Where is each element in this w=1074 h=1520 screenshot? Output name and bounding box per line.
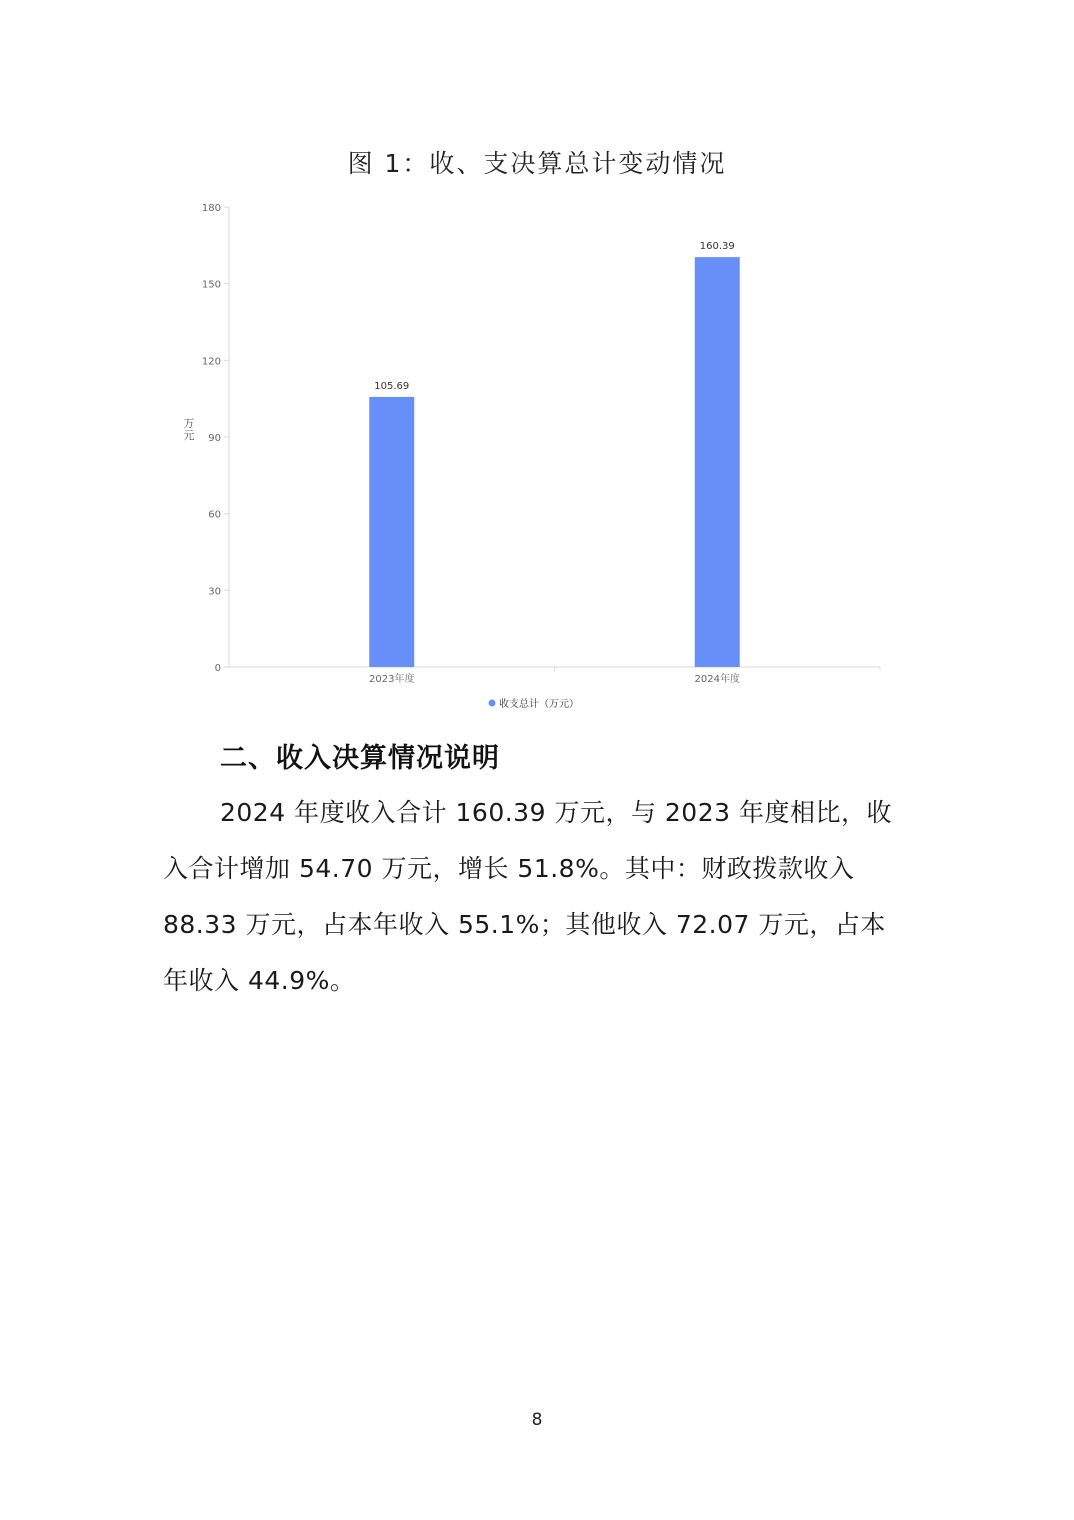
y-tick-label: 150	[201, 279, 221, 291]
y-axis-label	[184, 417, 195, 442]
paragraph-line: 年收入 44.9%。	[163, 966, 356, 995]
y-axis-label-char: 元	[183, 429, 195, 442]
chart-bars	[369, 241, 740, 667]
paragraph-line: 2024 年度收入合计 160.39 万元，与 2023 年度相比，收	[220, 798, 892, 827]
x-tick-label: 2024年度	[694, 674, 740, 685]
y-tick-label: 90	[208, 433, 221, 444]
bar-data-label: 105.69	[374, 380, 410, 392]
y-tick-label: 0	[214, 663, 221, 674]
bar-data-label: 160.39	[699, 241, 735, 253]
bar	[695, 257, 740, 667]
x-tick-label: 2023年度	[369, 674, 415, 685]
section-heading: 二、收入决算情况说明	[220, 743, 500, 774]
y-axis-ticks	[202, 203, 229, 674]
paragraph-line: 入合计增加 54.70 万元，增长 51.8%。其中：财政拨款收入	[163, 854, 855, 883]
y-tick-label: 180	[201, 203, 221, 214]
bar-chart	[0, 0, 1074, 720]
bar	[369, 397, 414, 667]
legend-marker	[489, 700, 496, 707]
page-number: 8	[531, 1410, 543, 1430]
chart-legend	[489, 697, 580, 710]
legend-label: 收支总计（万元）	[499, 699, 579, 710]
y-tick-label: 120	[201, 356, 221, 368]
x-axis-ticks	[369, 667, 880, 685]
figure-title: 图 1：收、支决算总计变动情况	[347, 149, 727, 178]
body-paragraph	[163, 785, 913, 1009]
y-axis-label-char: 万	[183, 417, 195, 430]
y-tick-label: 60	[208, 509, 221, 521]
chart-axes	[229, 207, 880, 667]
paragraph-line: 88.33 万元，占本年收入 55.1%；其他收入 72.07 万元，占本	[163, 910, 886, 939]
y-tick-label: 30	[208, 586, 221, 598]
